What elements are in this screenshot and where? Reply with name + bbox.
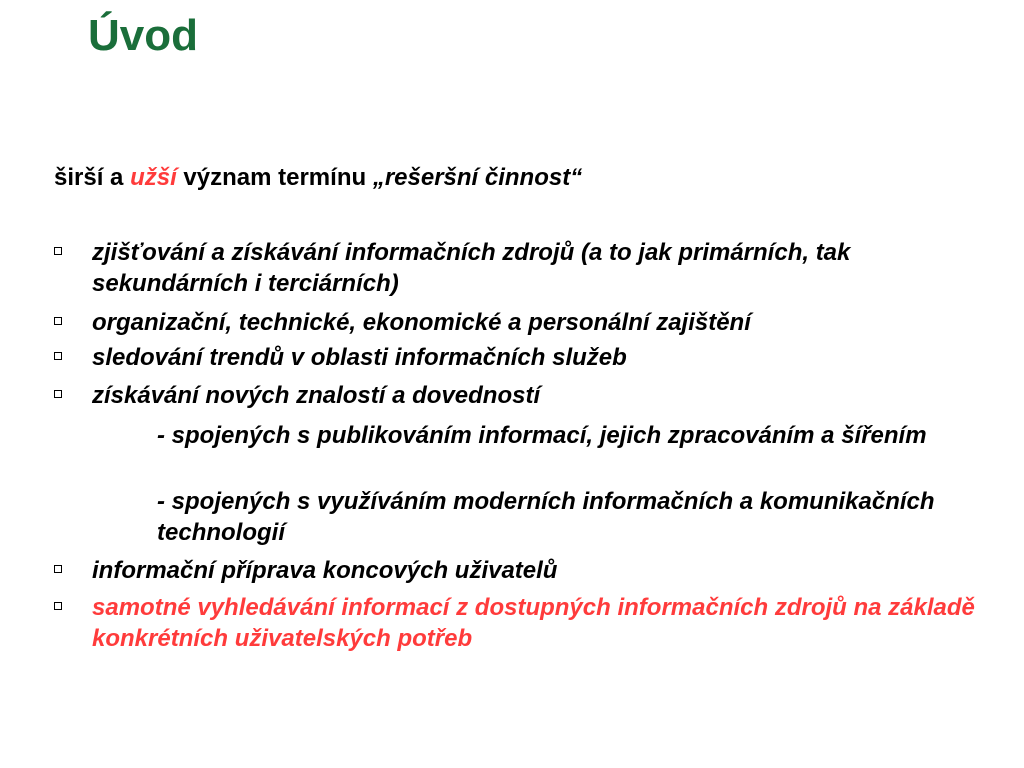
list-item-text: informační příprava koncových uživatelů	[92, 557, 558, 584]
subtitle	[54, 162, 582, 194]
sub-list-item	[157, 486, 977, 548]
sub-list-item-text: - spojených s využíváním moderních informačních a komunikačních technologií	[157, 488, 935, 546]
subtitle-term: „rešeršní činnost“	[372, 164, 583, 191]
list-item-highlighted	[54, 592, 984, 654]
subtitle-highlight: užší	[130, 164, 177, 191]
subtitle-mid: význam termínu	[176, 164, 373, 191]
square-bullet-icon	[54, 390, 62, 398]
square-bullet-icon	[54, 602, 62, 610]
list-item-text: zjišťování a získávání informačních zdrojů (a to jak primárních, tak sekundárních i terciárních)	[92, 239, 851, 297]
square-bullet-icon	[54, 565, 62, 573]
list-item	[54, 237, 984, 299]
page-title: Úvod	[88, 11, 198, 60]
list-item-text: získávání nových znalostí a dovedností	[92, 382, 541, 409]
sub-list-item-text: - spojených s publikováním informací, jejich zpracováním a šířením	[157, 422, 927, 449]
list-item-text: samotné vyhledávání informací z dostupných informačních zdrojů na základě konkrétních uživatelských potřeb	[92, 594, 975, 652]
square-bullet-icon	[54, 317, 62, 325]
list-item	[54, 342, 984, 373]
subtitle-pre: širší a	[54, 164, 131, 191]
list-item	[54, 555, 984, 586]
square-bullet-icon	[54, 352, 62, 360]
list-item	[54, 307, 984, 338]
list-item	[54, 380, 984, 411]
list-item-text: sledování trendů v oblasti informačních služeb	[92, 344, 627, 371]
list-item-text: organizační, technické, ekonomické a personální zajištění	[92, 309, 751, 336]
square-bullet-icon	[54, 247, 62, 255]
sub-list-item	[157, 420, 977, 451]
